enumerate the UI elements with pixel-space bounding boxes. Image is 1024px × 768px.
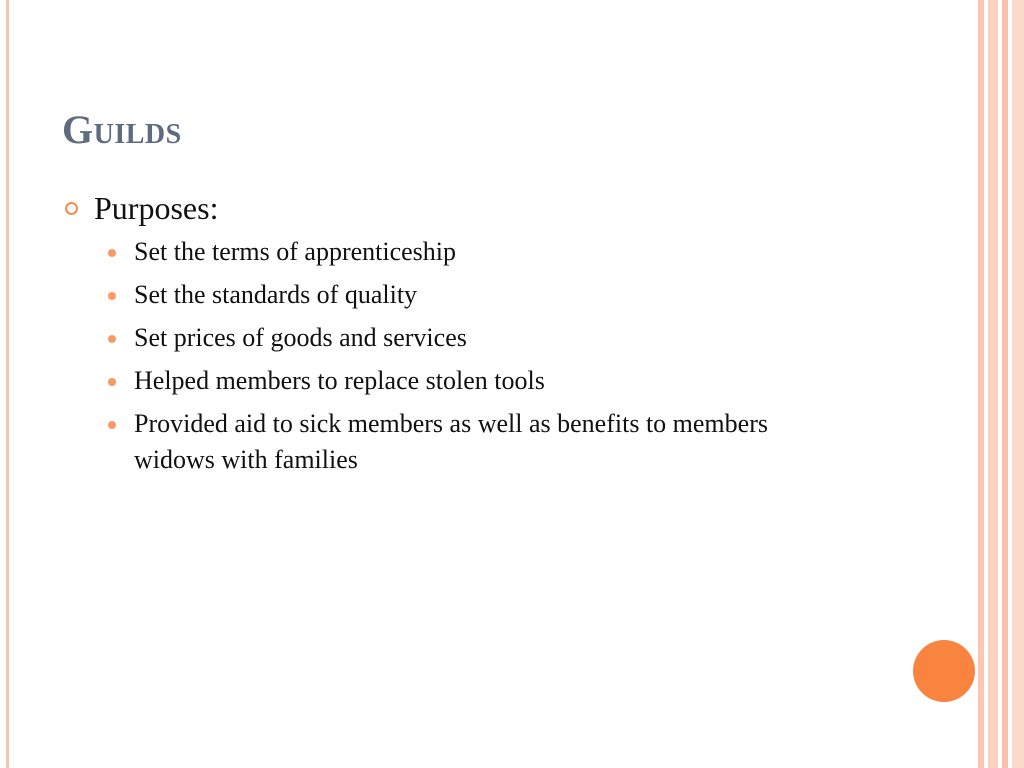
dot-bullet-icon <box>108 292 116 300</box>
slide-body <box>62 186 862 485</box>
right-decor-stripe <box>988 0 998 768</box>
orange-circle-decoration <box>913 640 975 702</box>
sub-bullet-item <box>62 406 854 478</box>
ring-bullet-icon <box>65 202 78 215</box>
sub-bullet-item <box>62 320 854 356</box>
right-decor-stripe <box>1002 0 1008 768</box>
sub-bullet-text: Set prices of goods and services <box>134 323 467 352</box>
sub-bullet-text: Helped members to replace stolen tools <box>134 366 545 395</box>
dot-bullet-icon <box>108 378 116 386</box>
sub-bullet-text: Set the standards of quality <box>134 280 418 309</box>
dot-bullet-icon <box>108 421 116 429</box>
dot-bullet-icon <box>108 335 116 343</box>
sub-bullet-text: Provided aid to sick members as well as benefits to members widows with families <box>134 409 768 474</box>
slide-title: Guilds <box>62 107 182 152</box>
dot-bullet-icon <box>108 249 116 257</box>
sub-bullet-list <box>62 234 862 478</box>
sub-bullet-item <box>62 234 854 270</box>
right-decor-stripe <box>1012 0 1024 768</box>
left-border-stripe <box>6 0 9 768</box>
sub-bullet-item <box>62 277 854 313</box>
sub-bullet-text: Set the terms of apprenticeship <box>134 237 457 266</box>
bullet-level1 <box>62 186 862 230</box>
right-decor-stripe <box>978 0 984 768</box>
bullet-level1-text: Purposes: <box>94 190 219 226</box>
sub-bullet-item <box>62 363 854 399</box>
